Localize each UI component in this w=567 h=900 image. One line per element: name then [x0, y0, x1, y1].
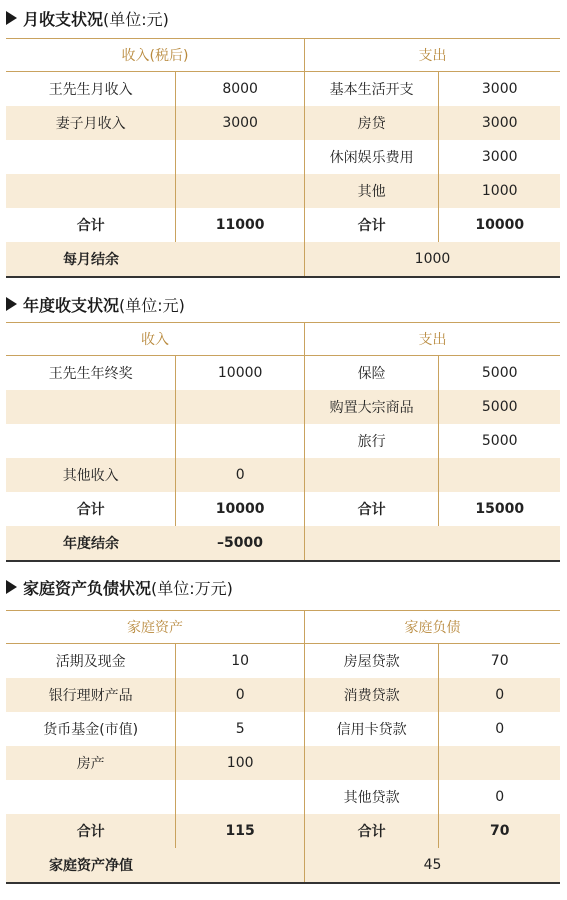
annual-table: [6, 322, 560, 562]
table-row: [6, 140, 560, 174]
left-item-label: 合计: [6, 492, 176, 526]
balance-row: [6, 526, 560, 562]
left-item-value: [176, 140, 305, 174]
table-header: [6, 323, 560, 356]
monthly-section-title: [6, 4, 169, 32]
left-item-value: [176, 390, 305, 424]
left-item-label: 王先生月收入: [6, 72, 176, 106]
left-column-header: 家庭资产: [6, 611, 305, 643]
table-row: [6, 746, 560, 780]
annual-unit: (单位:元): [119, 295, 185, 315]
left-item-value: 3000: [176, 106, 305, 140]
left-column-header: 收入: [6, 323, 305, 355]
table-row: [6, 780, 560, 814]
table-row: [6, 356, 560, 390]
right-item-label: 保险: [305, 356, 440, 390]
table-row: [6, 72, 560, 106]
left-item-value: 100: [176, 746, 305, 780]
balance-label: 每月结余: [63, 252, 119, 268]
left-item-value: 115: [176, 814, 305, 848]
right-item-label: 基本生活开支: [305, 72, 440, 106]
balance-left: [6, 526, 305, 560]
right-item-label: 合计: [305, 492, 440, 526]
left-item-label: 其他收入: [6, 458, 176, 492]
right-item-value: 1000: [481, 183, 518, 199]
left-item-label: 银行理财产品: [6, 678, 176, 712]
left-item-value: [176, 780, 305, 814]
right-item-value: 5000: [481, 365, 518, 381]
right-item-label: 购置大宗商品: [305, 390, 440, 424]
total-row: [6, 208, 560, 242]
left-item-label: [6, 140, 176, 174]
right-item-value: 5000: [481, 433, 518, 449]
balance-label: 家庭资产净值: [49, 858, 133, 874]
left-item-value: [176, 174, 305, 208]
annual-title: 年度收支状况: [23, 295, 120, 315]
table-row: [6, 106, 560, 140]
balance-right-empty: [305, 526, 560, 560]
right-item-label: 其他: [305, 174, 440, 208]
left-item-label: [6, 390, 176, 424]
left-item-value: [176, 424, 305, 458]
right-item-label: [305, 458, 440, 492]
right-item-value: 0: [495, 687, 505, 703]
right-column-header: 支出: [418, 48, 447, 64]
left-item-label: 货币基金(市值): [6, 712, 176, 746]
right-item-label: 合计: [305, 208, 440, 242]
right-item-value: 70: [489, 823, 510, 839]
right-item-value: [439, 458, 560, 492]
table-row: [6, 390, 560, 424]
triangle-bullet-icon: [6, 11, 17, 25]
right-item-value: [439, 746, 560, 780]
left-item-value: 11000: [176, 208, 305, 242]
balance-value: 45: [423, 857, 442, 873]
right-item-label: 合计: [305, 814, 440, 848]
left-item-label: [6, 424, 176, 458]
right-item-label: [305, 746, 440, 780]
right-item-value: 3000: [481, 81, 518, 97]
right-item-value: 3000: [481, 149, 518, 165]
table-header: [6, 611, 560, 644]
right-item-label: 房屋贷款: [305, 644, 440, 678]
right-item-value: 5000: [481, 399, 518, 415]
annual-section-title: [6, 290, 185, 318]
monthly-table: [6, 38, 560, 278]
left-item-label: 合计: [6, 208, 176, 242]
right-item-value: 70: [490, 653, 509, 669]
table-header: [6, 39, 560, 72]
balance-value: –5000: [217, 535, 263, 551]
monthly-title: 月收支状况: [23, 9, 104, 29]
right-item-label: 其他贷款: [305, 780, 440, 814]
left-item-label: 王先生年终奖: [6, 356, 176, 390]
left-item-value: 5: [176, 712, 305, 746]
balance-left: [6, 242, 305, 276]
right-item-value: 15000: [475, 501, 525, 517]
left-item-value: 0: [176, 458, 305, 492]
left-item-value: 8000: [176, 72, 305, 106]
left-column-header: 收入(税后): [6, 39, 305, 71]
table-row: [6, 424, 560, 458]
balance-row: [6, 848, 560, 884]
triangle-bullet-icon: [6, 297, 17, 311]
right-item-label: 休闲娱乐费用: [305, 140, 440, 174]
right-item-label: 房贷: [305, 106, 440, 140]
triangle-bullet-icon: [6, 580, 17, 594]
balance-row: [6, 242, 560, 278]
right-item-value: 3000: [481, 115, 518, 131]
right-item-label: 信用卡贷款: [305, 712, 440, 746]
left-item-value: 0: [176, 678, 305, 712]
left-item-label: 房产: [6, 746, 176, 780]
right-column-header: 支出: [418, 332, 447, 348]
table-row: [6, 644, 560, 678]
balance-left: [6, 848, 305, 882]
left-item-value: 10: [176, 644, 305, 678]
right-item-value: 0: [495, 789, 505, 805]
left-item-value: 10000: [176, 356, 305, 390]
table-row: [6, 678, 560, 712]
total-row: [6, 492, 560, 526]
right-item-value: 10000: [475, 217, 525, 233]
table-row: [6, 712, 560, 746]
left-item-label: [6, 780, 176, 814]
right-item-label: 消费贷款: [305, 678, 440, 712]
monthly-unit: (单位:元): [103, 9, 169, 29]
total-row: [6, 814, 560, 848]
assets-table: [6, 610, 560, 884]
right-item-label: 旅行: [305, 424, 440, 458]
right-item-value: 0: [495, 721, 505, 737]
table-row: [6, 174, 560, 208]
left-item-label: 活期及现金: [6, 644, 176, 678]
assets-section-title: [6, 573, 233, 601]
balance-label: 年度结余: [63, 536, 119, 552]
left-item-label: 合计: [6, 814, 176, 848]
right-column-header: 家庭负债: [404, 620, 461, 636]
assets-title: 家庭资产负债状况: [23, 578, 152, 598]
left-item-value: 10000: [176, 492, 305, 526]
balance-value: 1000: [414, 251, 451, 267]
table-row: [6, 458, 560, 492]
left-item-label: 妻子月收入: [6, 106, 176, 140]
left-item-label: [6, 174, 176, 208]
assets-unit: (单位:万元): [151, 578, 233, 598]
